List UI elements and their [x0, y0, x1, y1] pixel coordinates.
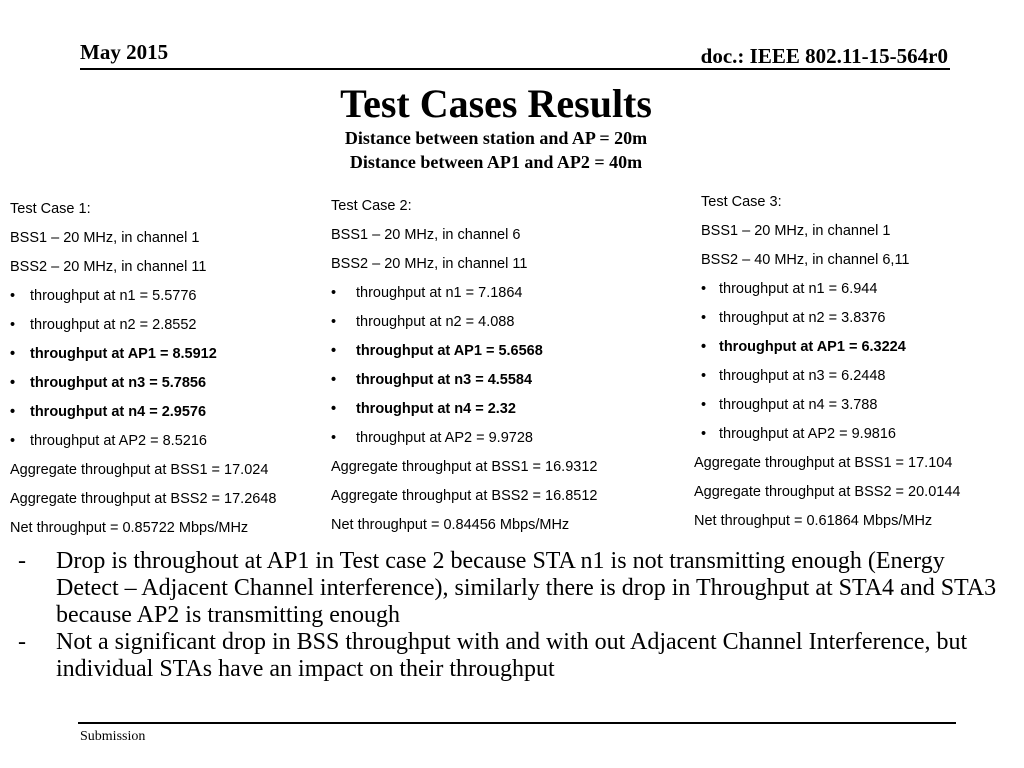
test-case-3 — [694, 188, 960, 536]
bullet-icon: • — [10, 346, 16, 362]
bullet-icon: • — [10, 433, 16, 449]
list-item: • throughput at n2 = 2.8552 — [10, 311, 276, 340]
list-item: • throughput at AP2 = 8.5216 — [10, 427, 276, 456]
list-item: • throughput at AP1 = 5.6568 — [331, 337, 597, 366]
case-aggregate-bss2: Aggregate throughput at BSS2 = 17.2648 — [10, 491, 277, 507]
test-case-2 — [331, 192, 597, 540]
header-doc-id: doc.: IEEE 802.11-15-564r0 — [700, 44, 948, 68]
bullet-icon: • — [10, 404, 16, 420]
dash-bullet-icon: - — [18, 548, 26, 574]
bullet-icon: • — [331, 430, 337, 446]
case-bss1: BSS1 – 20 MHz, in channel 6 — [331, 227, 521, 243]
case-bss2: BSS2 – 20 MHz, in channel 11 — [10, 259, 207, 275]
case-bss2: BSS2 – 40 MHz, in channel 6,11 — [701, 252, 910, 268]
test-case-1 — [10, 195, 276, 543]
bullet-icon: • — [331, 372, 337, 388]
case-aggregate-bss2: Aggregate throughput at BSS2 = 16.8512 — [331, 488, 598, 504]
case-aggregate-bss2: Aggregate throughput at BSS2 = 20.0144 — [694, 484, 961, 500]
bullet-icon: • — [701, 310, 707, 326]
list-item: • throughput at n1 = 5.5776 — [10, 282, 276, 311]
list-item: • throughput at n3 = 6.2448 — [694, 362, 960, 391]
bullet-icon: • — [10, 375, 16, 391]
observation-notes — [18, 548, 998, 683]
dash-bullet-icon: - — [18, 629, 26, 655]
bullet-icon: • — [701, 339, 707, 355]
list-item: • throughput at AP2 = 9.9816 — [694, 420, 960, 449]
list-item: • throughput at n1 = 7.1864 — [331, 279, 597, 308]
footer-rule — [78, 722, 956, 724]
case-aggregate-bss1: Aggregate throughput at BSS1 = 16.9312 — [331, 459, 598, 475]
list-item: • throughput at n3 = 5.7856 — [10, 369, 276, 398]
list-item: • throughput at n2 = 4.088 — [331, 308, 597, 337]
footer-label: Submission — [80, 729, 146, 744]
note-text: Drop is throughout at AP1 in Test case 2 because STA n1 is not transmitting enough (Energy Detect – Adjacent Channel interference), similarly there is drop in Throughput at STA4 and STA3 because AP2 is transmitting enough — [56, 548, 997, 628]
subtitle-ap-ap-distance: Distance between AP1 and AP2 = 40m — [349, 152, 643, 172]
bullet-icon: • — [10, 288, 16, 304]
bullet-icon: • — [331, 343, 337, 359]
bullet-icon: • — [10, 317, 16, 333]
list-item: • throughput at n3 = 4.5584 — [331, 366, 597, 395]
case-net-throughput: Net throughput = 0.84456 Mbps/MHz — [331, 517, 570, 533]
bullet-icon: • — [331, 314, 337, 330]
case-title: Test Case 1: — [10, 201, 91, 217]
case-net-throughput: Net throughput = 0.61864 Mbps/MHz — [694, 513, 933, 529]
note-text: Not a significant drop in BSS throughput with and with out Adjacent Channel Interference, but individual STAs have an impact on their throughput — [56, 629, 968, 682]
list-item: • throughput at AP1 = 8.5912 — [10, 340, 276, 369]
header-date: May 2015 — [80, 40, 169, 64]
case-bss2: BSS2 – 20 MHz, in channel 11 — [331, 256, 528, 272]
bullet-icon: • — [701, 368, 707, 384]
header-rule — [80, 68, 950, 70]
bullet-icon: • — [701, 426, 707, 442]
case-title: Test Case 2: — [331, 198, 412, 214]
case-aggregate-bss1: Aggregate throughput at BSS1 = 17.104 — [694, 455, 953, 471]
list-item: • throughput at n2 = 3.8376 — [694, 304, 960, 333]
bullet-icon: • — [331, 285, 337, 301]
list-item: • throughput at AP2 = 9.9728 — [331, 424, 597, 453]
list-item: • throughput at n4 = 2.32 — [331, 395, 597, 424]
case-bss1: BSS1 – 20 MHz, in channel 1 — [10, 230, 200, 246]
bullet-icon: • — [701, 281, 707, 297]
list-item: • throughput at AP1 = 6.3224 — [694, 333, 960, 362]
list-item: • throughput at n1 = 6.944 — [694, 275, 960, 304]
bullet-icon: • — [701, 397, 707, 413]
note-item — [18, 548, 998, 629]
bullet-icon: • — [331, 401, 337, 417]
case-aggregate-bss1: Aggregate throughput at BSS1 = 17.024 — [10, 462, 269, 478]
case-net-throughput: Net throughput = 0.85722 Mbps/MHz — [10, 520, 249, 536]
slide-title: Test Cases Results — [340, 81, 652, 126]
case-title: Test Case 3: — [701, 194, 782, 210]
case-bss1: BSS1 – 20 MHz, in channel 1 — [701, 223, 891, 239]
subtitle-station-ap-distance: Distance between station and AP = 20m — [344, 128, 648, 148]
note-item — [18, 629, 998, 683]
list-item: • throughput at n4 = 3.788 — [694, 391, 960, 420]
list-item: • throughput at n4 = 2.9576 — [10, 398, 276, 427]
